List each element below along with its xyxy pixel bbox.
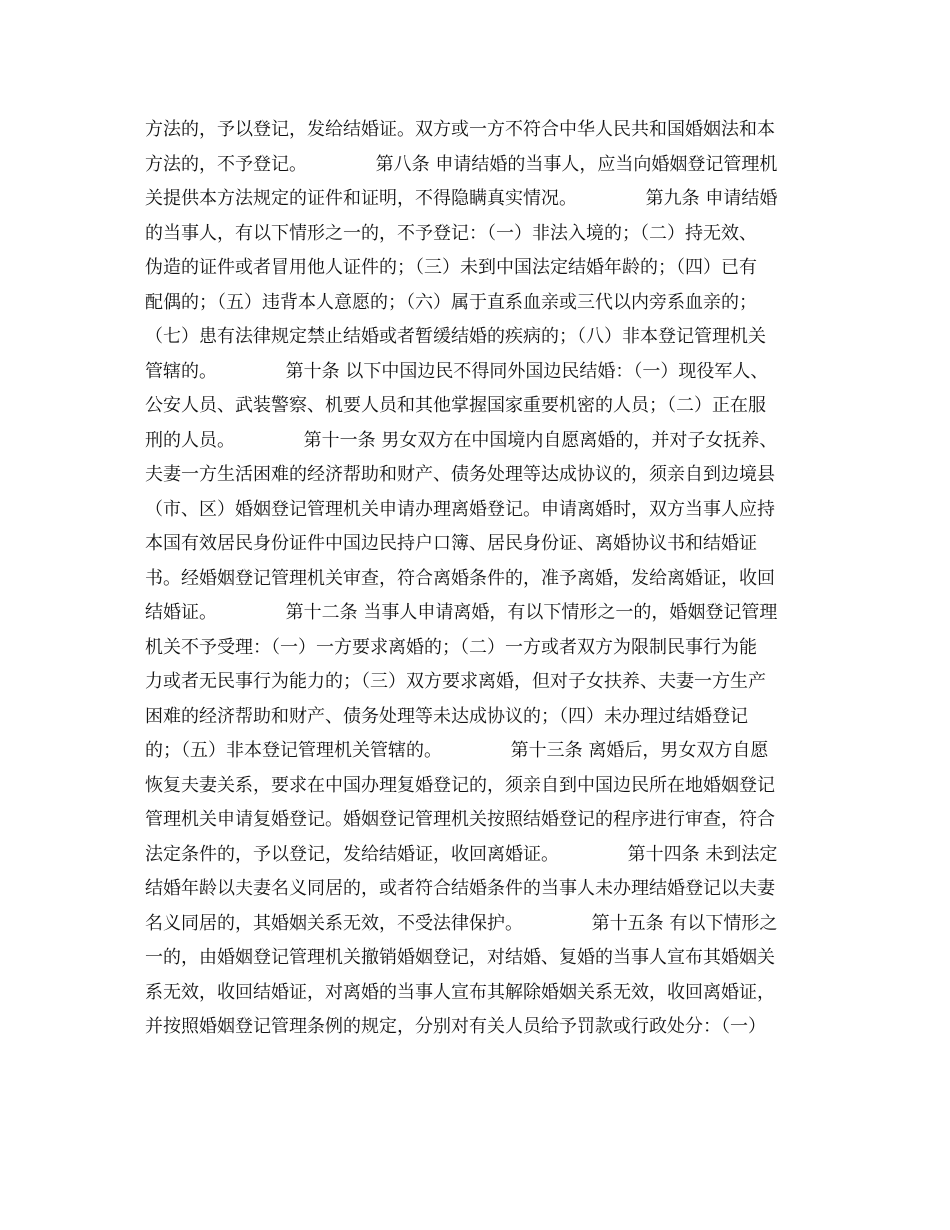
text-line: 的；（五）非本登记管理机关管辖的。 第十三条 离婚后，男女双方自愿 bbox=[145, 740, 769, 761]
text-line: 一的，由婚姻登记管理机关撤销婚姻登记，对结婚、复婚的当事人宣布其婚姻关 bbox=[145, 947, 775, 968]
text-line: 关提供本方法规定的证件和证明，不得隐瞒真实情况。 第九条 申请结婚 bbox=[145, 188, 778, 209]
text-line: 法定条件的，予以登记，发给结婚证，收回离婚证。 第十四条 未到法定 bbox=[145, 843, 778, 865]
text-line: 力或者无民事行为能力的；（三）双方要求离婚，但对子女扶养、夫妻一方生产 bbox=[145, 671, 766, 692]
text-line: 伪造的证件或者冒用他人证件的；（三）未到中国法定结婚年龄的；（四）已有 bbox=[145, 257, 757, 278]
text-line: 困难的经济帮助和财产、债务处理等未达成协议的；（四）未办理过结婚登记 bbox=[145, 705, 748, 727]
text-line: 的当事人，有以下情形之一的，不予登记：（一）非法入境的；（二）持无效、 bbox=[145, 222, 757, 244]
text-line: 公安人员、武装警察、机要人员和其他掌握国家重要机密的人员；（二）正在服 bbox=[145, 395, 766, 416]
text-line: 方法的，予以登记，发给结婚证。双方或一方不符合中华人民共和国婚姻法和本 bbox=[145, 119, 775, 140]
text-line: 管理机关申请复婚登记。婚姻登记管理机关按照结婚登记的程序进行审查，符合 bbox=[145, 809, 775, 830]
text-line: 结婚年龄以夫妻名义同居的，或者符合结婚条件的当事人未办理结婚登记以夫妻 bbox=[145, 878, 775, 899]
text-line: 恢复夫妻关系，要求在中国办理复婚登记的，须亲自到中国边民所在地婚姻登记 bbox=[145, 774, 775, 796]
text-line: 方法的，不予登记。 第八条 申请结婚的当事人，应当向婚姻登记管理机 bbox=[145, 153, 778, 175]
text-line: 书。经婚姻登记管理机关审查，符合离婚条件的，准予离婚，发给离婚证，收回 bbox=[145, 567, 775, 589]
text-line: 管辖的。 第十条 以下中国边民不得同外国边民结婚：（一）现役军人、 bbox=[145, 360, 769, 382]
text-line: （市、区）婚姻登记管理机关申请办理离婚登记。申请离婚时，双方当事人应持 bbox=[145, 498, 775, 520]
text-line: 并按照婚姻登记管理条例的规定，分别对有关人员给予罚款或行政处分：（一） bbox=[145, 1016, 766, 1037]
text-line: 机关不予受理：（一）一方要求离婚的；（二）一方或者双方为限制民事行为能 bbox=[145, 636, 757, 658]
document-body bbox=[145, 113, 805, 1045]
text-line: （七）患有法律规定禁止结婚或者暂缓结婚的疾病的；（八）非本登记管理机关 bbox=[145, 326, 766, 347]
text-line: 名义同居的，其婚姻关系无效，不受法律保护。 第十五条 有以下情形之 bbox=[145, 912, 778, 934]
text-line: 结婚证。 第十二条 当事人申请离婚，有以下情形之一的，婚姻登记管理 bbox=[145, 602, 778, 623]
text-line: 配偶的；（五）违背本人意愿的；（六）属于直系血亲或三代以内旁系血亲的； bbox=[145, 291, 757, 313]
text-line: 刑的人员。 第十一条 男女双方在中国境内自愿离婚的，并对子女抚养、 bbox=[145, 429, 778, 451]
text-line: 系无效，收回结婚证，对离婚的当事人宣布其解除婚姻关系无效，收回离婚证， bbox=[145, 981, 775, 1003]
text-line: 本国有效居民身份证件中国边民持户口簿、居民身份证、离婚协议书和结婚证 bbox=[145, 533, 757, 554]
text-line: 夫妻一方生活困难的经济帮助和财产、债务处理等达成协议的，须亲自到边境县 bbox=[145, 464, 775, 485]
